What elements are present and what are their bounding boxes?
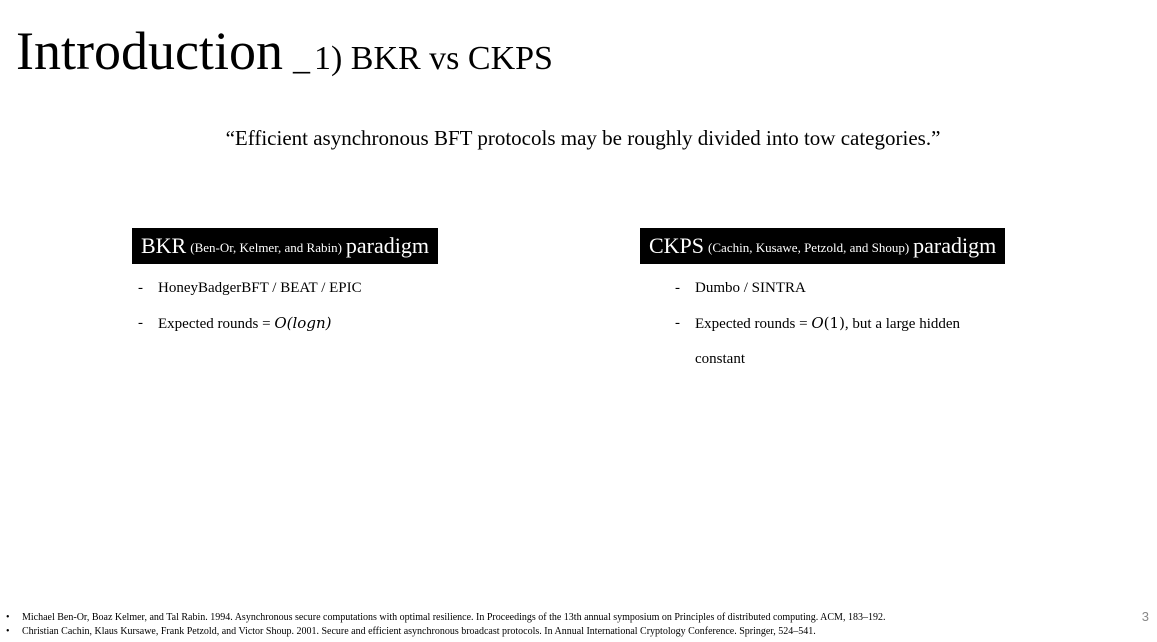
reference-text: Michael Ben-Or, Boaz Kelmer, and Tal Rabin. 1994. Asynchronous secure computations with optimal resilience. In Proceedings of the 13th annual symposium on Principles of distributed computing. ACM, 183–192. bbox=[22, 612, 886, 623]
title-subtitle: 1) BKR vs CKPS bbox=[313, 40, 553, 77]
bullet-dash: - bbox=[675, 280, 680, 296]
ckps-authors: (Cachin, Kusawe, Petzold, and Shoup) bbox=[708, 240, 910, 255]
bullet-math: O(logn) bbox=[274, 314, 332, 332]
ckps-bullet-list bbox=[675, 271, 975, 377]
bullet-dash: - bbox=[675, 315, 680, 331]
bullet-math-rest: (1) bbox=[823, 314, 845, 332]
title-separator: _ bbox=[292, 40, 310, 77]
ckps-name: CKPS bbox=[649, 233, 705, 258]
list-item bbox=[675, 271, 975, 306]
bkr-bullet-list bbox=[138, 271, 468, 342]
list-item bbox=[138, 306, 468, 342]
bullet-dash: - bbox=[138, 315, 143, 331]
references bbox=[6, 611, 885, 639]
bullet-text: Expected rounds = bbox=[158, 316, 275, 332]
bullet-math-italic: O bbox=[811, 314, 824, 332]
bullet-dot: • bbox=[6, 612, 10, 623]
bkr-name: BKR bbox=[141, 233, 187, 258]
bkr-paradigm-header bbox=[132, 228, 438, 264]
reference-item bbox=[6, 611, 885, 625]
bkr-authors: (Ben-Or, Kelmer, and Rabin) bbox=[190, 240, 342, 255]
bullet-text: HoneyBadgerBFT / BEAT / EPIC bbox=[158, 280, 362, 296]
ckps-paradigm-header bbox=[640, 228, 1005, 264]
ckps-suffix: paradigm bbox=[913, 233, 997, 258]
reference-text: Christian Cachin, Klaus Kursawe, Frank Petzold, and Victor Shoup. 2001. Secure and efficient asynchronous broadcast protocols. In Annual International Cryptology Conference. Springer, 524–541. bbox=[22, 626, 816, 637]
reference-item bbox=[6, 625, 885, 639]
list-item bbox=[138, 271, 468, 306]
quote-text: “Efficient asynchronous BFT protocols may be roughly divided into tow categories.” bbox=[225, 126, 941, 150]
title-main: Introduction bbox=[16, 21, 283, 81]
bkr-suffix: paradigm bbox=[345, 233, 430, 258]
list-item bbox=[675, 306, 975, 377]
bullet-text: Dumbo / SINTRA bbox=[695, 280, 806, 296]
bullet-text: Expected rounds = bbox=[695, 316, 812, 332]
bullet-dash: - bbox=[138, 280, 143, 296]
page-number: 3 bbox=[1141, 609, 1149, 624]
bullet-text-after: , but a large hidden constant bbox=[695, 316, 961, 367]
bullet-dot: • bbox=[6, 626, 10, 637]
slide-title bbox=[16, 20, 553, 82]
